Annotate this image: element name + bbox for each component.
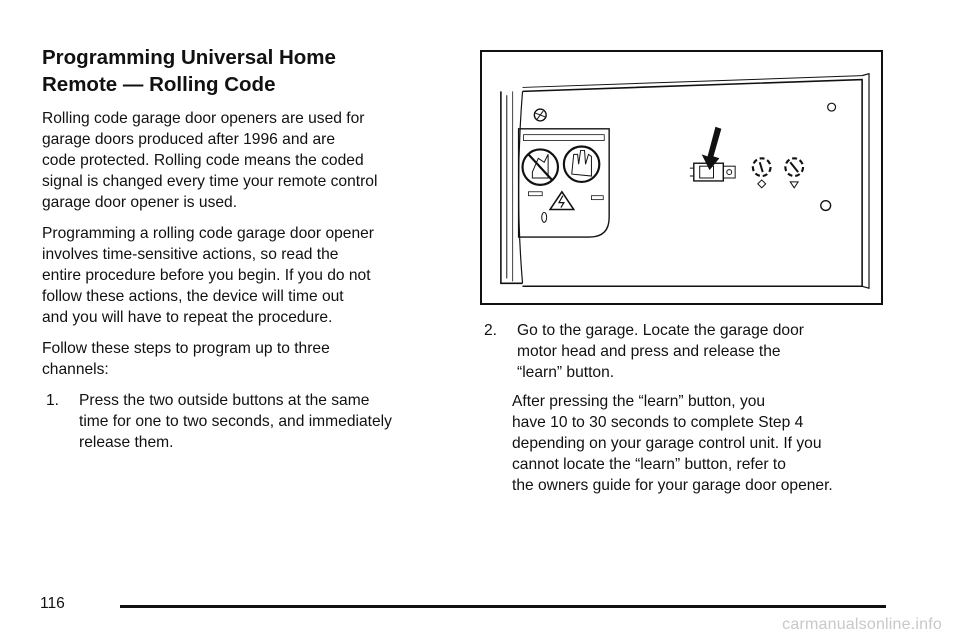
- paragraph-follow-steps: Follow these steps to program up to three channels:: [42, 340, 330, 378]
- section-title: Programming Universal Home Remote — Rolling Code: [42, 46, 336, 96]
- screw-icon: [828, 103, 836, 111]
- step-number: 1.: [46, 392, 60, 409]
- illustration-svg: [482, 52, 881, 303]
- page-number: 116: [40, 595, 65, 612]
- step-2-note: After pressing the “learn” button, you have 10 to 30 seconds to complete Step 4 depending on your garage control unit. If you cannot locate the “learn” button, refer to the owners guide for your garage door opener.: [512, 393, 833, 494]
- screw-icon: [821, 201, 831, 211]
- step-1: [42, 390, 452, 453]
- footer-rule: [120, 605, 886, 608]
- watermark: carmanualsonline.info: [782, 616, 942, 633]
- garage-motor-head-illustration: [480, 50, 883, 305]
- screw-icon: [534, 109, 546, 121]
- step-text: Go to the garage. Locate the garage door motor head and press and release the “learn” button.: [517, 322, 804, 381]
- hand-icon: [564, 146, 599, 181]
- indicator-light-icon: [753, 158, 771, 188]
- paragraph-rolling-code: Rolling code garage door openers are used for garage doors produced after 1996 and are code protected. Rolling code means the coded signal is changed every time your remote control garage door opener is used.: [42, 110, 378, 211]
- warning-label: [519, 129, 610, 237]
- step-2: [484, 320, 914, 383]
- high-voltage-icon: [550, 192, 574, 210]
- right-column: [484, 320, 914, 496]
- learn-button-icon: [690, 163, 735, 181]
- paragraph-time-sensitive: Programming a rolling code garage door opener involves time-sensitive actions, so read the entire procedure before you begin. If you do not follow these actions, the device will time out and you will have to repeat the procedure.: [42, 225, 374, 326]
- step-number: 2.: [484, 322, 498, 339]
- no-entry-icon: [523, 149, 558, 184]
- indicator-light-icon: [785, 158, 803, 188]
- step-text: Press the two outside buttons at the same time for one to two seconds, and immediately release them.: [79, 392, 392, 451]
- left-column: [42, 44, 452, 453]
